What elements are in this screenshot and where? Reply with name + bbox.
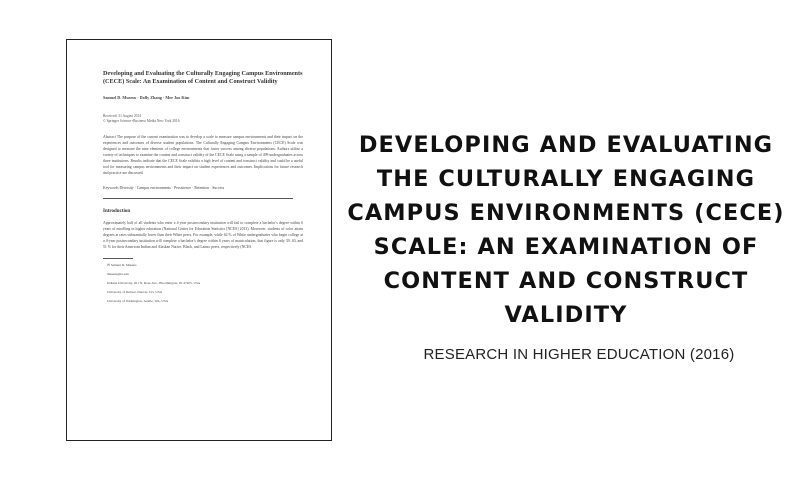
intro-text: Approximately half of all students who enter a 4-year postsecondary institution will fail to complete a bachelor's degree within 6 years of enrolling in higher education (National Center for Education Statistics [NCES] 2013). Moreover, students of color attain degrees at rates substantially lower than their White peers. For example, while 62 % of White undergraduates who begin college at a 4-year postsecondary institution will complete a bachelor's degree within 6 years of matriculation, that figure is only 39, 40, and 51 % for their American Indian and Alaskan Native, Black, and Latino peers, respectively (NCES (103, 221, 303, 250)
divider (103, 198, 293, 199)
footnotes (103, 263, 303, 304)
publisher-note: © Springer Science+Business Media New York 2016 (103, 119, 180, 124)
author-email: museus@iu.edu (107, 272, 129, 277)
journal-citation: RESEARCH IN HIGHER EDUCATION (2016) (423, 346, 735, 363)
paper-page (103, 70, 303, 304)
paper-thumbnail (66, 39, 332, 441)
received-date: Received: 31 August 2014 (103, 114, 142, 119)
affiliation-1: Indiana University, 201 N. Rose Ave., Bloomington, IN 47405, USA (107, 281, 201, 286)
paper-title: Developing and Evaluating the Culturally Engaging Campus Environments (CECE) Scale: An Examination of Content and Construct Validity (103, 70, 303, 85)
keywords: Keywords Diversity · Campus environments · Persistence · Retention · Success (103, 186, 225, 191)
corresponding-author: ✉ Samuel D. Museus (107, 263, 137, 268)
section-heading: Introduction (103, 209, 131, 215)
received-info (103, 114, 303, 124)
affiliation-3: University of Washington, Seattle, WA, USA (107, 299, 169, 304)
paper-authors: Samuel D. Museus · Dolly Zhang · Mee Joo Kim (103, 95, 190, 101)
affiliation-2: University of Denver, Denver, CO, USA (107, 290, 163, 295)
article-headline: DEVELOPING AND EVALUATING THE CULTURALLY ENGAGING CAMPUS ENVIRONMENTS (CECE) SCALE: AN EXAMINATION OF CONTENT AND CONSTRUCT VALIDITY (347, 132, 785, 328)
abstract: Abstract The purpose of the current examination was to develop a scale to measure campus environments and their impact on the experiences and outcomes of diverse student populations. The Culturally Engaging Campus Environments (CECE) Scale was designed to measure the nine elements of college environments that foster success among diverse populations. Authors utilize a variety of techniques to examine the content and construct validity of the CECE Scale using a sample of 499 undergraduates across three institutions. Results indicate that the CECE Scale exhibits a high level of content and construct validity and could be a useful tool for measuring campus environments and their impact on student experiences and outcomes. Implications for future research and practice are discussed. (103, 135, 303, 176)
footnote-divider (103, 258, 133, 259)
